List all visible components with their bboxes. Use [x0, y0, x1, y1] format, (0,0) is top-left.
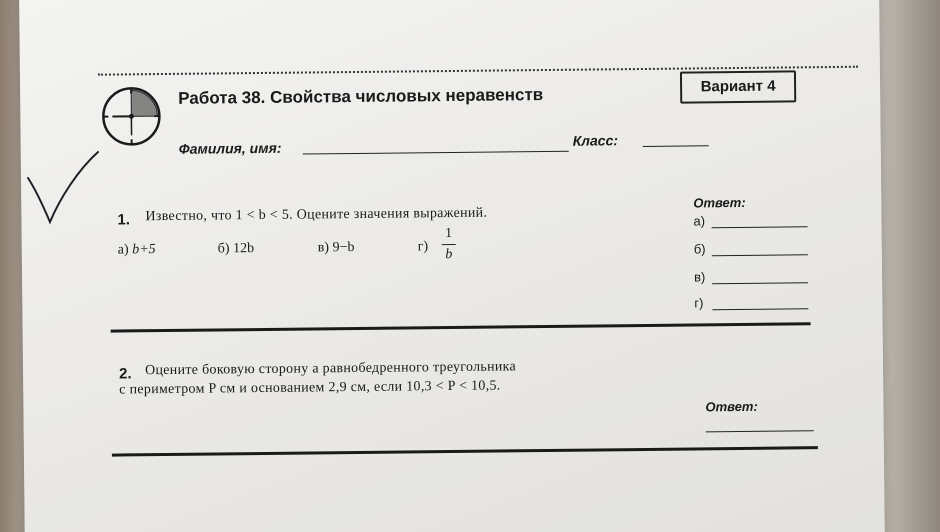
clock-icon: [100, 85, 163, 148]
task1-option-d-fraction: [442, 226, 456, 263]
option-expression: 9−b: [332, 240, 355, 256]
task1-separator: [111, 322, 811, 332]
task1-answer-c-label: в): [694, 269, 706, 285]
name-label: Фамилия, имя:: [178, 139, 282, 157]
fraction-bar: [442, 244, 456, 245]
option-label: в): [317, 240, 330, 256]
task1-answer-a-line[interactable]: [712, 226, 808, 228]
task2-answer-title: Ответ:: [705, 398, 758, 415]
task1-answer-a-label: а): [693, 213, 706, 229]
checkmark-icon: [22, 150, 102, 228]
variant-box: Вариант 4: [680, 70, 796, 103]
task2-separator: [112, 446, 818, 456]
task1-answer-b-label: б): [693, 241, 706, 257]
task1-answer-c-line[interactable]: [712, 282, 808, 284]
task2-number: 2.: [118, 365, 132, 383]
worksheet-paper: [19, 0, 885, 532]
task1-answer-d-label: г): [694, 295, 704, 311]
fraction-numerator: 1: [445, 225, 453, 242]
option-label: а): [117, 242, 129, 258]
class-field-line: [643, 145, 709, 147]
task1-text: Известно, что 1 < b < 5. Оцените значения выражений.: [145, 205, 488, 225]
task1-option-b: [218, 241, 254, 257]
task2-text-line1: Оцените боковую сторону a равнобедренного треугольника: [144, 359, 517, 379]
task2-text-line2: с периметром P см и основанием 2,9 см, если 10,3 < P < 10,5.: [119, 378, 501, 398]
name-field-line: [303, 151, 569, 155]
option-expression: 12b: [232, 241, 255, 257]
task1-answer-title: Ответ:: [693, 194, 746, 211]
task1-number: 1.: [117, 211, 131, 229]
fraction-denominator: b: [445, 246, 453, 263]
task1-option-c: [318, 240, 355, 256]
task1-option-a: [118, 242, 156, 258]
task1-answer-d-line[interactable]: [712, 308, 808, 310]
class-label: Класс:: [572, 132, 619, 149]
worksheet-title: Работа 38. Свойства числовых неравенств: [178, 85, 544, 108]
task1-option-d-label: г): [417, 239, 429, 255]
option-expression: b+5: [132, 242, 156, 258]
option-label: б): [217, 241, 230, 257]
task1-answer-b-line[interactable]: [712, 254, 808, 256]
task2-answer-line[interactable]: [706, 430, 814, 432]
